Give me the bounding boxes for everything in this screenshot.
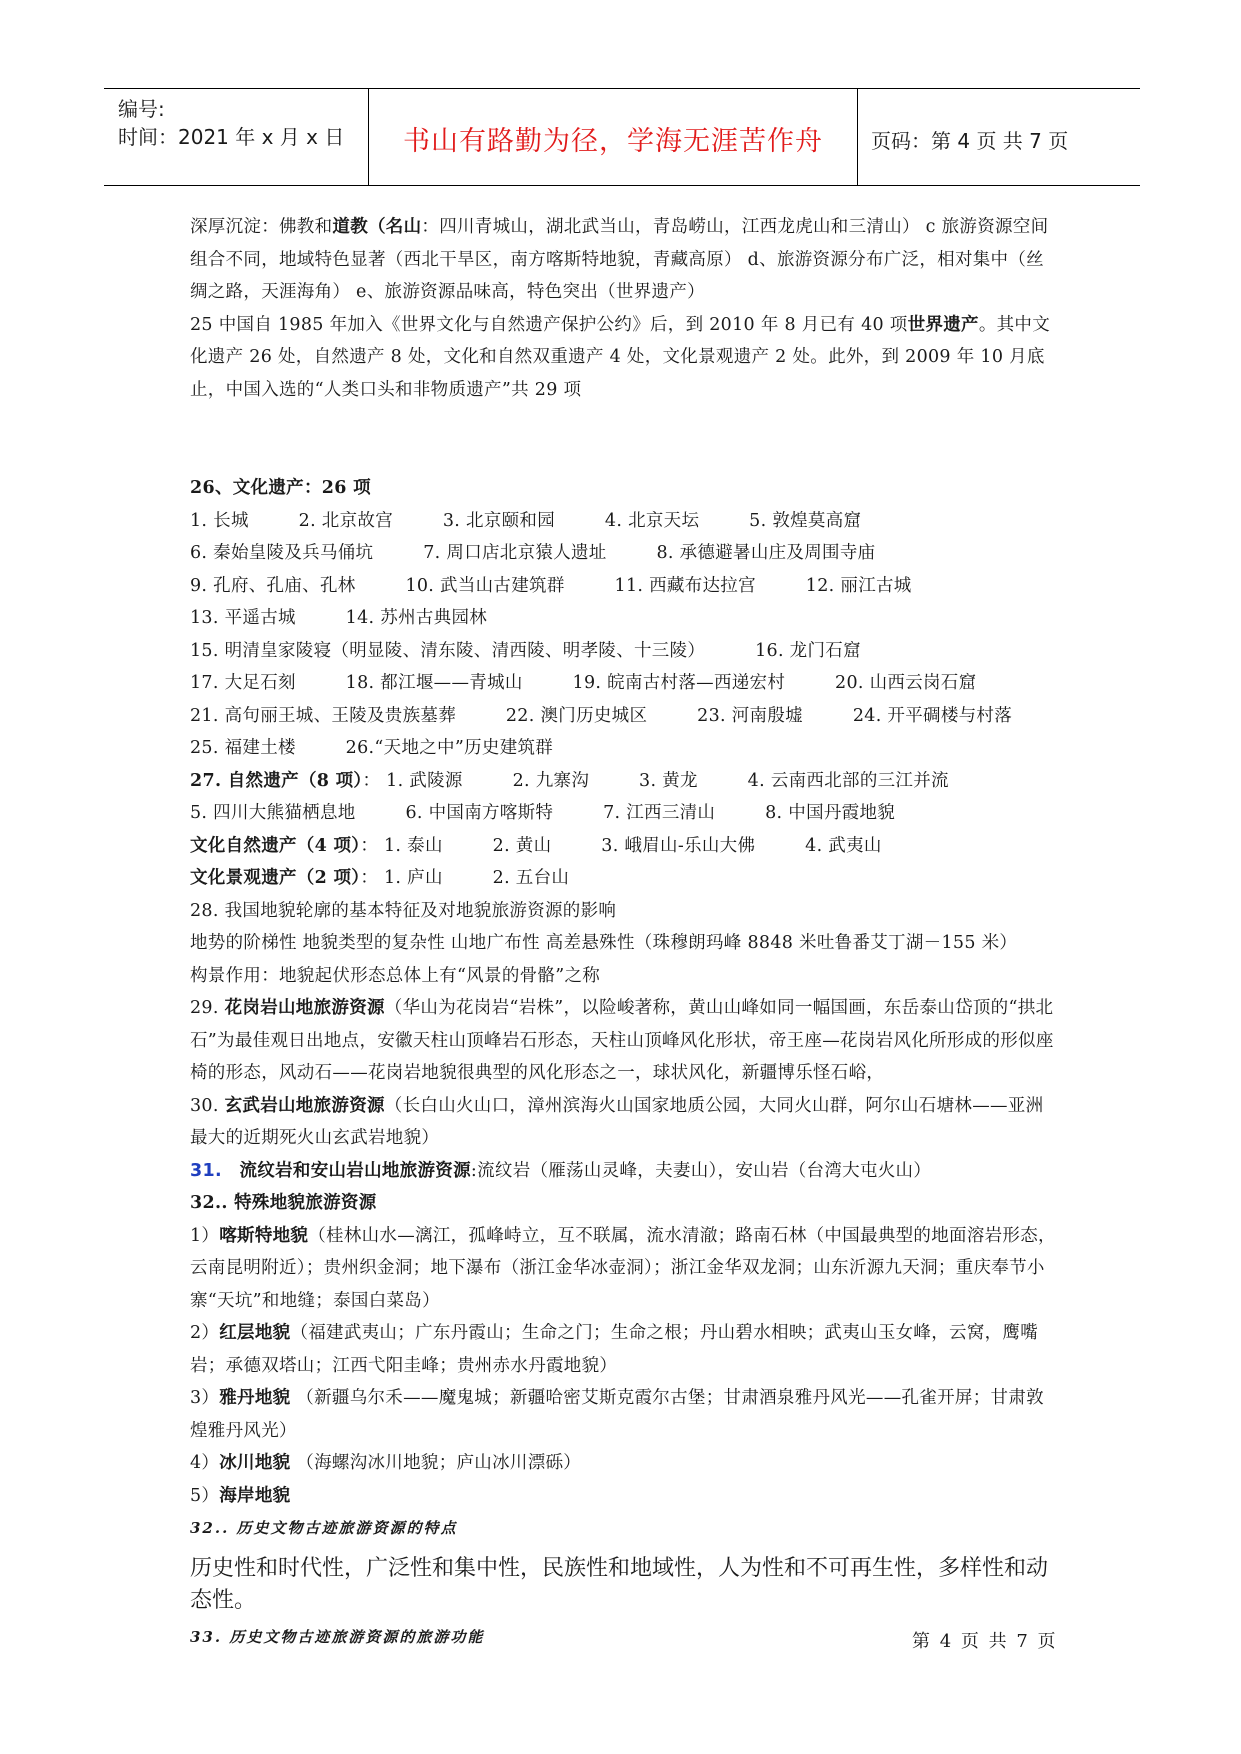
- list-item: 15. 明清皇家陵寝（明显陵、清东陵、清西陵、明孝陵、十三陵）: [190, 640, 706, 661]
- bold-text: 花岗岩山地旅游资源: [224, 998, 385, 1018]
- list-item: 2. 五台山: [492, 868, 570, 888]
- paragraph-coast: [190, 1480, 1060, 1513]
- list-item: 18. 都江堰——青城山: [345, 673, 523, 693]
- list-item: 25. 福建土楼: [190, 738, 296, 758]
- paragraph-religion: [190, 211, 1060, 309]
- list-item: 21. 高句丽王城、王陵及贵族墓葬: [190, 705, 456, 726]
- heading-33: 33. 历史文物古迹旅游资源的旅游功能: [190, 1627, 485, 1646]
- paragraph-redbeds: [190, 1317, 1060, 1382]
- text: 4）: [190, 1453, 220, 1473]
- document-body: [190, 211, 1060, 1653]
- paragraph-karst: [190, 1220, 1060, 1318]
- list-item: 19. 皖南古村落—西递宏村: [572, 673, 786, 693]
- paragraph-31: [190, 1155, 1060, 1188]
- bold-text: 道教（名山: [332, 217, 422, 237]
- text: 25 中国自 1985 年加入《世界文化与自然遗产保护公约》后，到 2010 年 8 月已有 40 项: [190, 314, 908, 335]
- bold-text: 世界遗产: [907, 314, 979, 335]
- landscape-label: 文化景观遗产（2 项）: [190, 868, 361, 888]
- page-footer: 第 4 页 共 7 页: [912, 1631, 1058, 1652]
- list-item: 17. 大足石刻: [190, 673, 296, 693]
- text: （华山为花岗岩“岩株”，以险峻著称，黄山山峰如同一幅国画，东岳泰山岱顶的“拱北石”为最佳观日出地点，安徽天柱山顶峰岩石形态，天柱山顶峰风化形状，帝王座—花岗岩风化所形成的形似座椅的形态，风动石——花岗岩地貌很典型的风化形态之一，球状风化，新疆博乐怪石峪，: [190, 998, 1054, 1083]
- list-item: 3. 黄龙: [639, 770, 698, 791]
- spacer: [190, 406, 1060, 472]
- list-item: 2. 九寨沟: [512, 770, 590, 791]
- mixed-heritage-list: 文化自然遗产（4 项）： 1. 泰山 2. 黄山 3. 峨眉山-乐山大佛 4. 武夷山: [190, 830, 1060, 863]
- paragraph-28-line2: 构景作用：地貌起伏形态总体上有“风景的骨骼”之称: [190, 965, 601, 986]
- features-text: 历史性和时代性，广泛性和集中性，民族性和地域性，人为性和不可再生性，多样性和动态性。: [190, 1555, 1049, 1613]
- header-center-cell: [368, 89, 858, 185]
- list-item: 4. 武夷山: [805, 835, 882, 856]
- list-item: 1. 长城: [190, 510, 249, 531]
- bold-text: 海岸地貌: [219, 1485, 291, 1506]
- paragraph-30: [190, 1090, 1060, 1155]
- list-item: 4. 云南西北部的三江并流: [747, 770, 949, 791]
- page-label: 页码：第 4 页 共 7 页: [871, 129, 1069, 153]
- list-item: 14. 苏州古典园林: [345, 608, 488, 628]
- motto: 书山有路勤为径，学海无涯苦作舟: [403, 126, 823, 157]
- list-item: 22. 澳门历史城区: [505, 705, 648, 726]
- paragraph-glacier: [190, 1447, 1060, 1480]
- natural-label: 27. 自然遗产（8 项）: [190, 770, 363, 791]
- paragraph-25: [190, 309, 1060, 407]
- text: （新疆乌尔禾——魔鬼城；新疆哈密艾斯克霞尔古堡；甘肃酒泉雅丹风光——孔雀开屏；甘肃敦煌雅丹风光）: [190, 1388, 1044, 1441]
- list-item: 26.“天地之中”历史建筑群: [345, 738, 554, 758]
- paragraph-number: 31.: [190, 1160, 222, 1181]
- mixed-label: 文化自然遗产（4 项）: [190, 835, 361, 856]
- landscape-heritage-list: 文化景观遗产（2 项）： 1. 庐山 2. 五台山: [190, 862, 1060, 895]
- text: 。其中文化遗产 26 处，自然遗产 8 处，文化和自然双重遗产 4 处，文化景观遗产 2 处。此外，到 2009 年 10 月底止，中国入选的“人类口头和非物质遗产”共 29 项: [190, 314, 1051, 400]
- list-item: 24. 开平碉楼与村落: [852, 705, 1013, 726]
- list-item: 1. 泰山: [384, 835, 443, 856]
- list-item: 3. 北京颐和园: [442, 510, 556, 531]
- list-item: 11. 西藏布达拉宫: [614, 575, 756, 596]
- text: 3）: [190, 1388, 220, 1408]
- list-item: 8. 承德避暑山庄及周围寺庙: [656, 543, 876, 563]
- text: 1）: [190, 1225, 220, 1246]
- paragraph-28-line1: 地势的阶梯性 地貌类型的复杂性 山地广布性 高差悬殊性（珠穆朗玛峰 8848 米吐鲁番艾丁湖－155 米）: [190, 933, 1018, 953]
- text: 29.: [190, 998, 225, 1018]
- text: ：四川青城山，湖北武当山，青岛崂山，江西龙虎山和三清山） c 旅游资源空间组合不同，地域特色显著（西北干旱区，南方喀斯特地貌，青藏高原） d、旅游资源分布广泛，相对集中（丝绸之路，天涯海角） e、旅游资源品味高，特色突出（世界遗产）: [190, 217, 1049, 302]
- list-item: 13. 平遥古城: [190, 608, 296, 628]
- text: （桂林山水—漓江，孤峰峙立，互不联属，流水清澈；路南石林（中国最典型的地面溶岩形态，云南昆明附近）；贵州织金洞；地下瀑布（浙江金华冰壶洞）；浙江金华双龙洞；山东沂源九天洞；重庆奉节小寨“天坑”和地缝；泰国白菜岛）: [190, 1225, 1056, 1311]
- list-item: 6. 秦始皇陵及兵马俑坑: [190, 543, 374, 563]
- list-item: 7. 周口店北京猿人遗址: [423, 543, 607, 563]
- header-right-cell: [857, 89, 1140, 185]
- bold-text: 流纹岩和安山岩山地旅游资源: [239, 1160, 471, 1181]
- text: 深厚沉淀：佛教和: [190, 217, 333, 237]
- list-item: 2. 黄山: [492, 835, 552, 856]
- list-item: 12. 丽江古城: [805, 575, 912, 596]
- text: :流纹岩（雁荡山灵峰，夫妻山），安山岩（台湾大屯火山）: [470, 1160, 932, 1181]
- culture-heritage-list: [190, 505, 1060, 765]
- list-item: 3. 峨眉山-乐山大佛: [601, 835, 756, 856]
- page-header: [104, 88, 1140, 186]
- paragraph-yardang: [190, 1382, 1060, 1447]
- text: 5）: [190, 1485, 220, 1506]
- paragraph-28-title: 28. 我国地貌轮廓的基本特征及对地貌旅游资源的影响: [190, 900, 617, 921]
- list-item: 1. 庐山: [384, 868, 443, 888]
- text: （福建武夷山；广东丹霞山；生命之门；生命之根；丹山碧水相映；武夷山玉女峰，云窝，鹰嘴岩；承德双塔山；江西弋阳圭峰；贵州赤水丹霞地貌）: [190, 1323, 1039, 1376]
- list-item: 20. 山西云岗石窟: [835, 673, 977, 693]
- bold-text: 红层地貌: [219, 1323, 291, 1343]
- list-item: 10. 武当山古建筑群: [405, 575, 565, 596]
- list-item: 2. 北京故宫: [298, 510, 393, 531]
- list-item: 5. 四川大熊猫栖息地: [190, 803, 356, 823]
- bold-text: 冰川地貌: [219, 1453, 291, 1473]
- list-item: 6. 中国南方喀斯特: [405, 803, 554, 823]
- bold-text: 雅丹地貌: [219, 1388, 291, 1408]
- text: 30.: [190, 1095, 225, 1116]
- text: 2）: [190, 1323, 220, 1343]
- list-item: 4. 北京天坛: [604, 510, 700, 531]
- time-label: 时间：2021 年 x 月 x 日: [118, 125, 345, 149]
- list-item: 8. 中国丹霞地貌: [765, 803, 896, 823]
- number-label: 编号:: [118, 97, 165, 121]
- bold-text: 喀斯特地貌: [219, 1225, 309, 1246]
- list-item: 1. 武陵源: [386, 770, 463, 791]
- list-item: 7. 江西三清山: [603, 803, 716, 823]
- list-item: 9. 孔府、孔庙、孔林: [190, 575, 356, 596]
- heading-26: 26、文化遗产：26 项: [190, 478, 371, 498]
- text: （海螺沟冰川地貌；庐山冰川漂砾）: [290, 1453, 582, 1473]
- natural-heritage-list: 27. 自然遗产（8 项）： 1. 武陵源 2. 九寨沟 3. 黄龙 4. 云南西北部的三江并流 5. 四川大熊猫栖息地 6. 中国南方喀斯特 7. 江西三清山 8. 中国丹霞地貌: [190, 765, 1060, 830]
- heading-32b: 32.. 历史文物古迹旅游资源的特点: [190, 1519, 458, 1537]
- list-item: 23. 河南殷墟: [697, 705, 803, 726]
- paragraph-29: [190, 992, 1060, 1090]
- list-item: 5. 敦煌莫高窟: [749, 510, 862, 531]
- bold-text: 玄武岩山地旅游资源: [224, 1095, 385, 1116]
- list-item: 16. 龙门石窟: [755, 640, 861, 661]
- header-left-cell: [104, 89, 368, 185]
- heading-32: 32.. 特殊地貌旅游资源: [190, 1193, 377, 1213]
- text: （长白山火山口，漳州滨海火山国家地质公园，大同火山群，阿尔山石塘林——亚洲最大的近期死火山玄武岩地貌）: [190, 1095, 1044, 1148]
